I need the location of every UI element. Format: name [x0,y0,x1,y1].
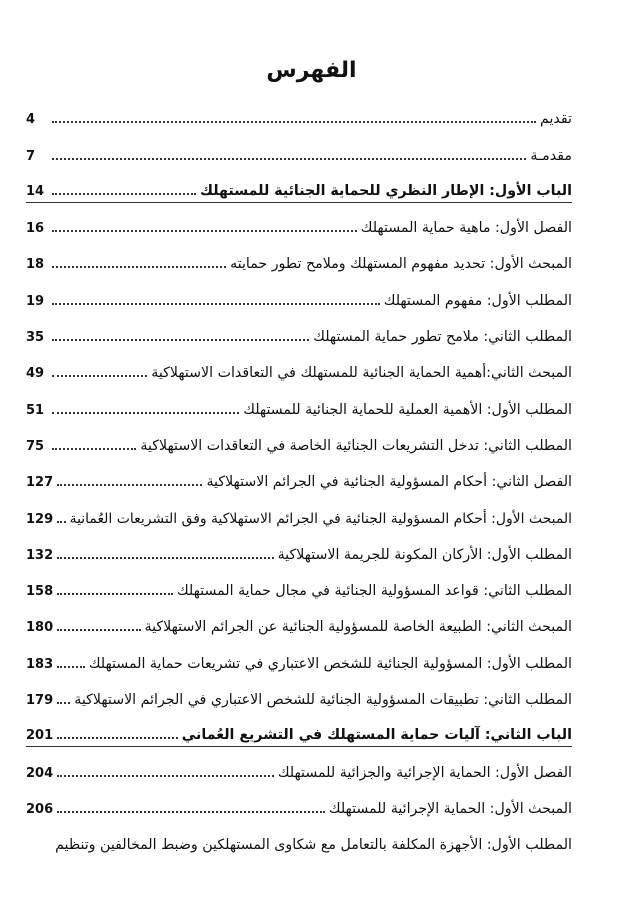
toc-entry-text: المطلب الأول: مفهوم المستهلك [383,292,572,309]
toc-entry [26,130,572,166]
dot-leader [52,375,147,377]
dot-leader [57,775,274,777]
toc-entry [26,457,572,493]
toc-entry-text: المبحث الثاني:أهمية الحماية الجنائية للمستهلك في التعاقدات الاستهلاكية [151,365,572,382]
dot-leader [52,303,380,305]
toc-entry-text: المطلب الثاني: ملامح تطور حماية المستهلك [313,329,572,346]
toc-page-number: 19 [26,293,45,309]
dot-leader [57,521,65,523]
toc-entry-text: المبحث الأول: أحكام المسؤولية الجنائية في الجرائم الاستهلاكية وفق التشريعات العُمانية [69,510,572,527]
toc-page-number: 18 [26,257,45,273]
toc-entry [26,602,572,638]
dot-leader [57,629,140,631]
toc-page-number: 49 [26,366,45,382]
toc-entry [26,94,572,130]
toc-entry-text: المطلب الثاني: تدخل التشريعات الجنائية الخاصة في التعاقدات الاستهلاكية [140,437,572,454]
toc-entry [26,747,572,783]
toc-entry [26,348,572,384]
dot-leader [52,230,357,232]
dot-leader [57,737,178,739]
toc-entry [26,820,572,856]
toc-page-number: 132 [26,547,54,563]
toc-entry [26,167,572,203]
dot-leader [57,702,70,704]
toc-entry-text: المبحث الأول: تحديد مفهوم المستهلك وملامح تطور حمايته [230,256,572,273]
toc-page-number: 14 [26,183,45,199]
toc-entry [26,239,572,275]
toc-entry [26,493,572,529]
toc-page-number: 127 [26,475,54,491]
toc-entry [26,275,572,311]
toc-entry-text: تقديم [540,111,572,128]
toc-page-number: 4 [26,112,36,128]
toc-page-number: 201 [26,728,54,744]
toc-entry [26,312,572,348]
dot-leader [57,557,273,559]
dot-leader [52,158,526,160]
toc-entry-text: المطلب الأول: المسؤولية الجنائية للشخص الاعتباري في تشريعات حماية المستهلك [88,655,572,672]
toc-page-number: 206 [26,801,54,817]
toc-entry-text: الفصل الأول: ماهية حماية المستهلك [360,220,572,237]
dot-leader [57,666,85,668]
dot-leader [57,484,202,486]
dot-leader [57,593,173,595]
toc-page-number: 180 [26,620,54,636]
toc-entry-text: المبحث الأول: الحماية الإجرائية للمستهلك [328,800,572,817]
toc-entry [26,384,572,420]
toc-page-number: 7 [26,148,36,164]
dot-leader [52,121,536,123]
toc-entry [26,784,572,820]
page-title: الفهرس [266,58,357,83]
toc-entry [26,675,572,711]
toc-entry-text: الباب الأول: الإطار النظري للحماية الجنائية للمستهلك [200,182,572,199]
toc-entry-text: المطلب الأول: الأهمية العملية للحماية الجنائية للمستهلك [243,401,572,418]
toc-entry-text: المطلب الأول: الأركان المكونة للجريمة الاستهلاكية [277,546,572,563]
dot-leader [52,193,196,195]
toc-entry [26,566,572,602]
toc-entry-text: مقدمـة [530,147,572,164]
dot-leader [52,448,136,450]
dot-leader [52,412,239,414]
toc-page-number: 51 [26,402,45,418]
toc-entry-text: الباب الثاني: آليات حماية المستهلك في التشريع العُماني [181,727,572,744]
toc-entry [26,638,572,674]
toc-entry-text: الفصل الأول: الحماية الإجرائية والجزائية للمستهلك [277,764,572,781]
toc-entry [26,530,572,566]
toc-page-number: 75 [26,438,45,454]
toc-page-number: 129 [26,511,54,527]
dot-leader [52,266,226,268]
toc-page-number: 179 [26,693,54,709]
toc-entry-text: الفصل الثاني: أحكام المسؤولية الجنائية في الجرائم الاستهلاكية [206,474,572,491]
toc-page-number: 183 [26,656,54,672]
toc-entry [26,711,572,747]
toc-entry-text: المطلب الثاني: قواعد المسؤولية الجنائية في مجال حماية المستهلك [176,583,572,600]
toc-page-number: 204 [26,765,54,781]
toc-page-number: 35 [26,330,45,346]
toc-entry-text: المطلب الثاني: تطبيقات المسؤولية الجنائية للشخص الاعتباري في الجرائم الاستهلاكية [74,692,572,709]
toc-page-number: 158 [26,584,54,600]
dot-leader [52,339,309,341]
toc-entry-text: المطلب الأول: الأجهزة المكلفة بالتعامل مع شكاوى المستهلكين وضبط المخالفين وتنظيم [55,837,572,854]
toc-entry [26,203,572,239]
dot-leader [57,811,325,813]
toc-entry-text: المبحث الثاني: الطبيعة الخاصة للمسؤولية الجنائية عن الجرائم الاستهلاكية [144,619,572,636]
toc-entry [26,421,572,457]
table-of-contents [26,94,572,856]
toc-page-number: 16 [26,221,45,237]
